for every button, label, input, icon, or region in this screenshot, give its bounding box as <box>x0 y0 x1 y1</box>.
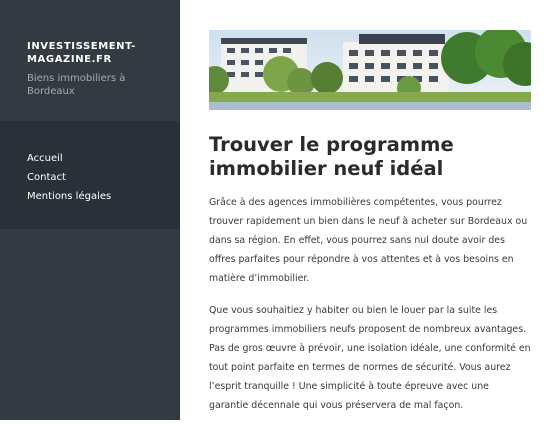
nav-item-accueil[interactable]: Accueil <box>27 153 63 164</box>
site-header <box>0 0 180 120</box>
sidebar <box>0 0 180 420</box>
featured-image <box>209 30 531 110</box>
paragraph: Grâce à des agences immobilières compétentes, vous pourrez trouver rapidement un bien dans le neuf à acheter sur Bordeaux ou dans sa région. En effet, vous pourrez sans nul doute avoir des offres parfaites pour répondre à vos attentes et à vos besoins en matière d’immobilier. <box>209 197 528 284</box>
paragraph: Que vous souhaitiez y habiter ou bien le louer par la suite les programmes immobiliers neufs proposent de nombreux avantages. Pas de gros œuvre à prévoir, une isolation idéale, une conformité en tout point parfaite en termes de normes de sécurité. Vous aurez l’esprit tranquille ! Une simplicité à toute épreuve avec une garantie décennale qui vous préservera de mal façon. <box>209 305 531 411</box>
nav-item-contact[interactable]: Contact <box>27 172 66 183</box>
nav-item-mentions-legales[interactable]: Mentions légales <box>27 191 112 202</box>
main-navigation <box>0 121 180 229</box>
site-description: Biens immobiliers à Bordeaux <box>27 73 126 97</box>
page-title: Trouver le programme immobilier neuf idéal <box>209 133 454 180</box>
site-title[interactable]: INVESTISSEMENT-MAGAZINE.FR <box>27 41 136 65</box>
article-body <box>209 193 531 428</box>
